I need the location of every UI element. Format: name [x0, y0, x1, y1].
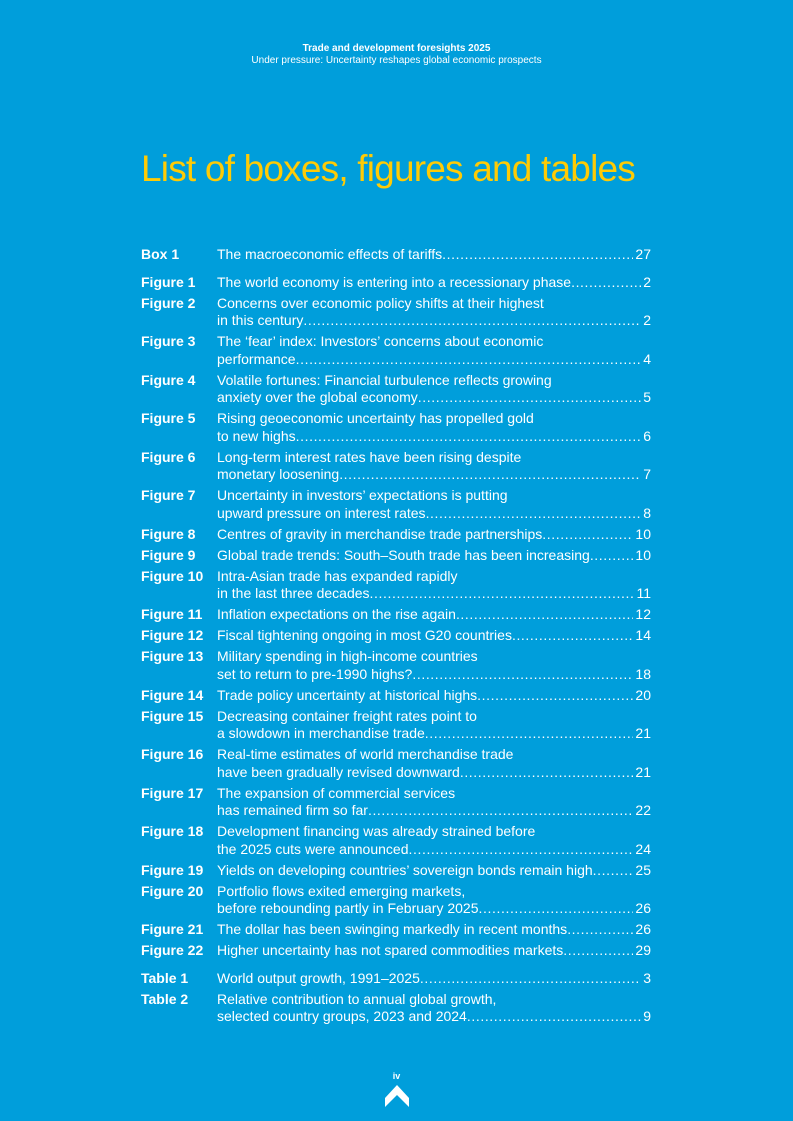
running-header	[0, 43, 793, 67]
toc-entry-label: Box 1	[141, 246, 180, 262]
toc-entry[interactable]	[141, 526, 651, 544]
toc-entry-label: Figure 9	[141, 546, 196, 563]
toc-entry[interactable]	[141, 568, 651, 603]
toc-entry-title-line: selected country groups, 2023 and 2024	[217, 1008, 467, 1024]
toc-entry[interactable]	[141, 606, 651, 624]
toc-entry-body	[217, 648, 651, 683]
dot-leader	[303, 312, 641, 330]
toc-entry-page-number: 24	[635, 840, 651, 857]
toc-entry-page-number: 2	[643, 273, 651, 290]
toc-entry-label: Figure 16	[141, 746, 204, 762]
toc-entry-page-number: 4	[643, 350, 651, 367]
toc-entry-label: Table 1	[141, 969, 189, 986]
toc-entry[interactable]	[141, 708, 651, 743]
report-subtitle: Under pressure: Uncertainty reshapes global economic prospects	[251, 55, 542, 66]
toc-entry-label: Figure 5	[141, 410, 196, 426]
toc-entry-body	[217, 862, 651, 880]
toc-entry-leader-row	[217, 970, 651, 988]
toc-entry-leader-row	[217, 606, 651, 624]
toc-entry-page-number: 7	[643, 466, 651, 482]
toc-entry-page-number: 22	[635, 802, 651, 818]
toc-entry-page-number: 5	[643, 389, 651, 405]
toc-entry[interactable]	[141, 970, 651, 988]
page-number: iv	[392, 1071, 401, 1081]
toc-entry-body	[217, 274, 651, 292]
toc-entry-body	[217, 970, 651, 988]
toc-entry-leader-row	[217, 687, 651, 705]
toc-entry[interactable]	[141, 942, 651, 960]
toc-entry-label: Figure 2	[141, 294, 196, 311]
toc-entry-body	[217, 246, 651, 264]
toc-entry-body	[217, 606, 651, 624]
toc-entry-title-line: Inflation expectations on the rise again	[217, 606, 456, 622]
page-title: List of boxes, figures and tables	[141, 148, 635, 189]
toc-entry-leader-row	[217, 862, 651, 880]
toc-list	[141, 246, 651, 1029]
toc-entry-page-number: 3	[643, 969, 651, 986]
toc-entry-page-number: 26	[635, 921, 651, 937]
toc-entry-leader-row	[217, 428, 651, 446]
toc-entry-body	[217, 785, 651, 820]
toc-entry[interactable]	[141, 449, 651, 484]
toc-entry[interactable]	[141, 246, 651, 264]
toc-entry[interactable]	[141, 627, 651, 645]
toc-entry-leader-row	[217, 666, 651, 684]
toc-entry-leader-row	[217, 725, 651, 743]
toc-entry-page-number: 12	[635, 606, 651, 622]
toc-entry-leader-row	[217, 942, 651, 960]
toc-entry-title-line: to new highs	[217, 427, 296, 444]
toc-entry-label: Figure 12	[141, 627, 204, 643]
toc-entry-page-number: 18	[635, 665, 651, 682]
toc-entry[interactable]	[141, 547, 651, 565]
toc-entry-label: Figure 6	[141, 448, 196, 465]
toc-entry-title-line: Portfolio flows exited emerging markets,	[217, 882, 466, 899]
dot-leader	[418, 389, 641, 407]
toc-entry-leader-row	[217, 627, 651, 645]
toc-entry-label: Figure 3	[141, 333, 196, 349]
dot-leader	[590, 547, 634, 565]
toc-entry-title-line: Uncertainty in investors’ expectations is putting	[217, 487, 508, 503]
toc-entry[interactable]	[141, 274, 651, 292]
toc-entry-title-line: Intra-Asian trade has expanded rapidly	[217, 567, 458, 584]
toc-entry-body	[217, 708, 651, 743]
dot-leader	[425, 725, 634, 743]
toc-entry-title-line: Decreasing container freight rates point to	[217, 707, 477, 724]
toc-entry-page-number: 26	[635, 900, 651, 916]
dot-leader	[408, 841, 633, 859]
toc-entry[interactable]	[141, 333, 651, 368]
toc-entry-title-line: before rebounding partly in February 2025	[217, 900, 479, 916]
dot-leader	[571, 274, 641, 292]
toc-entry-title-line: anxiety over the global economy	[217, 389, 418, 405]
toc-entry-leader-row	[217, 312, 651, 330]
toc-entry-title-line: Relative contribution to annual global growth,	[217, 990, 497, 1007]
toc-entry-title-line: The expansion of commercial services	[217, 784, 456, 801]
toc-entry-title-line: Concerns over economic policy shifts at their highest	[217, 294, 544, 311]
toc-entry-body	[217, 372, 651, 407]
toc-entry-body	[217, 746, 651, 781]
unctad-chevron-icon	[385, 1085, 409, 1107]
dot-leader	[593, 862, 634, 880]
toc-entry-title-line: set to return to pre-1990 highs?	[217, 665, 413, 682]
toc-entry-leader-row	[217, 246, 651, 264]
dot-leader	[339, 466, 641, 484]
toc-entry-body	[217, 295, 651, 330]
toc-entry-title-line: the 2025 cuts were announced	[217, 840, 409, 857]
toc-entry-title-line: Volatile fortunes: Financial turbulence reflects growing	[217, 371, 552, 388]
toc-entry-page-number: 10	[635, 525, 651, 542]
toc-entry-label: Figure 15	[141, 707, 204, 724]
toc-entry[interactable]	[141, 883, 651, 918]
toc-entry-title-line: The macroeconomic effects of tariffs	[217, 246, 443, 262]
report-title: Trade and development foresights 2025	[302, 43, 491, 54]
toc-entry-title-line: The ‘fear’ index: Investors’ concerns about economic	[217, 333, 544, 349]
toc-entry[interactable]	[141, 921, 651, 939]
toc-entry-title-line: have been gradually revised downward	[217, 763, 460, 780]
toc-entry-title-line: monetary loosening	[217, 466, 340, 482]
dot-leader	[567, 921, 633, 939]
toc-entry-title-line: in this century	[217, 312, 304, 328]
toc-entry-leader-row	[217, 547, 651, 565]
toc-entry[interactable]	[141, 823, 651, 858]
dot-leader	[460, 764, 634, 782]
page-footer	[0, 1071, 793, 1107]
dot-leader	[442, 246, 633, 264]
toc-entry-label: Figure 4	[141, 371, 196, 388]
toc-entry-body	[217, 333, 651, 368]
toc-entry-title-line: Higher uncertainty has not spared commodities markets	[217, 942, 564, 958]
dot-leader	[296, 428, 642, 446]
toc-entry-label: Figure 8	[141, 525, 196, 542]
toc-entry-leader-row	[217, 802, 651, 820]
toc-entry-page-number: 25	[635, 861, 651, 878]
dot-leader	[563, 942, 633, 960]
toc-entry-body	[217, 942, 651, 960]
toc-entry[interactable]	[141, 372, 651, 407]
toc-entry-label: Figure 7	[141, 487, 196, 503]
toc-entry-title-line: has remained firm so far	[217, 802, 368, 818]
toc-entry-leader-row	[217, 466, 651, 484]
dot-leader	[296, 351, 642, 369]
toc-entry-title-line: in the last three decades	[217, 585, 370, 601]
toc-entry-title-line: a slowdown in merchandise trade	[217, 725, 425, 741]
toc-entry-title-line: Military spending in high-income countries	[217, 648, 478, 664]
toc-entry-leader-row	[217, 921, 651, 939]
dot-leader	[370, 585, 635, 603]
toc-entry-leader-row	[217, 351, 651, 369]
toc-entry-title-line: World output growth, 1991–2025	[217, 969, 420, 986]
toc-entry-title-line: Global trade trends: South–South trade has been increasing	[217, 546, 590, 563]
toc-entry-label: Figure 18	[141, 823, 204, 839]
toc-entry-title-line: Development financing was already strained before	[217, 823, 536, 839]
toc-entry-page-number: 14	[635, 627, 651, 643]
dot-leader	[420, 970, 641, 988]
toc-entry-label: Figure 13	[141, 648, 204, 664]
toc-entry-page-number: 10	[635, 546, 651, 563]
toc-entry-body	[217, 627, 651, 645]
toc-entry[interactable]	[141, 746, 651, 781]
toc-entry-page-number: 9	[643, 1008, 651, 1024]
toc-entry[interactable]	[141, 295, 651, 330]
toc-entry-body	[217, 410, 651, 445]
toc-entry-title-line: Yields on developing countries’ sovereign bonds remain high	[217, 861, 593, 878]
toc-entry-page-number: 21	[635, 725, 651, 741]
toc-entry-body	[217, 687, 651, 705]
toc-entry-label: Figure 20	[141, 882, 204, 899]
toc-entry-body	[217, 823, 651, 858]
toc-entry[interactable]	[141, 991, 651, 1026]
toc-entry-label: Figure 17	[141, 784, 204, 801]
toc-entry[interactable]	[141, 862, 651, 880]
toc-entry-title-line: Long-term interest rates have been rising despite	[217, 448, 522, 465]
toc-entry-title-line: Real-time estimates of world merchandise trade	[217, 746, 514, 762]
toc-entry-label: Figure 19	[141, 861, 204, 878]
toc-entry-title-line: Fiscal tightening ongoing in most G20 countries	[217, 627, 512, 643]
toc-entry-title-line: The world economy is entering into a recessionary phase	[217, 273, 572, 290]
toc-entry-leader-row	[217, 900, 651, 918]
dot-leader	[426, 505, 642, 523]
toc-entry-label: Figure 21	[141, 921, 204, 937]
dot-leader	[542, 526, 633, 544]
toc-entry-title-line: Rising geoeconomic uncertainty has propelled gold	[217, 410, 534, 426]
toc-entry-label: Figure 22	[141, 942, 204, 958]
toc-entry-body	[217, 526, 651, 544]
toc-entry-body	[217, 991, 651, 1026]
toc-entry-body	[217, 921, 651, 939]
toc-entry-page-number: 20	[635, 686, 651, 703]
toc-entry[interactable]	[141, 785, 651, 820]
toc-entry-label: Table 2	[141, 990, 189, 1007]
toc-entry-body	[217, 487, 651, 522]
toc-entry[interactable]	[141, 687, 651, 705]
dot-leader	[467, 1008, 641, 1026]
dot-leader	[479, 900, 634, 918]
toc-entry-body	[217, 547, 651, 565]
toc-entry-leader-row	[217, 1008, 651, 1026]
dot-leader	[368, 802, 633, 820]
toc-entry-leader-row	[217, 274, 651, 292]
toc-entry-title-line: upward pressure on interest rates	[217, 504, 426, 521]
toc-entry[interactable]	[141, 410, 651, 445]
toc-entry-page-number: 8	[643, 504, 651, 521]
toc-entry-page-number: 6	[643, 427, 651, 444]
toc-entry-title-line: The dollar has been swinging markedly in recent months	[217, 921, 568, 937]
toc-entry-leader-row	[217, 505, 651, 523]
toc-entry-label: Figure 14	[141, 686, 204, 703]
toc-entry[interactable]	[141, 648, 651, 683]
toc-entry-page-number: 29	[635, 942, 651, 958]
toc-entry-body	[217, 449, 651, 484]
toc-entry-leader-row	[217, 526, 651, 544]
toc-entry-leader-row	[217, 841, 651, 859]
toc-entry-label: Figure 1	[141, 273, 196, 290]
toc-entry-title-line: Centres of gravity in merchandise trade partnerships	[217, 525, 543, 542]
dot-leader	[412, 666, 633, 684]
toc-entry-title-line: performance	[217, 350, 296, 367]
toc-entry-page-number: 27	[635, 246, 651, 262]
toc-entry-body	[217, 568, 651, 603]
toc-entry-title-line: Trade policy uncertainty at historical highs	[217, 686, 478, 703]
dot-leader	[512, 627, 633, 645]
toc-entry-page-number: 2	[643, 312, 651, 328]
toc-entry-leader-row	[217, 389, 651, 407]
dot-leader	[477, 687, 633, 705]
toc-entry-label: Figure 10	[141, 567, 204, 584]
toc-entry-page-number: 21	[635, 763, 651, 780]
toc-entry-label: Figure 11	[141, 606, 203, 622]
toc-entry-body	[217, 883, 651, 918]
toc-entry-page-number: 11	[636, 585, 651, 601]
toc-entry-leader-row	[217, 585, 651, 603]
toc-entry[interactable]	[141, 487, 651, 522]
dot-leader	[456, 606, 633, 624]
toc-entry-leader-row	[217, 764, 651, 782]
